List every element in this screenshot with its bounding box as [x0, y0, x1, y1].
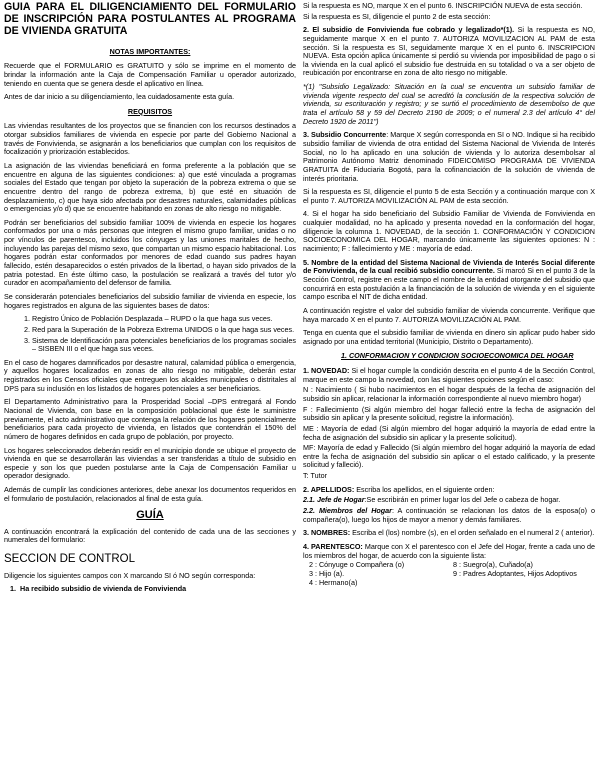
- seccion-control-heading: SECCION DE CONTROL: [4, 552, 135, 565]
- list-item: 2 : Cónyuge o Compañera (o): [309, 560, 405, 570]
- item-2-label: 2. El subsidio de Fonvivienda fue cobrado y legalizado*(1).: [303, 25, 515, 35]
- parentesco-text: Marque con X el parentesco con el Jefe del Hogar, frente a cada uno de los miembros del hogar, de acuerdo con la siguiente lista:: [303, 541, 595, 560]
- apellidos-paragraph: [303, 486, 595, 495]
- requisitos-paragraph-2: La asignación de las viviendas beneficiará en forma preferente a la población que se encuentre en alguna de las siguientes condiciones: a) que esté vinculada a programas sociales del Estado que tengan por objeto la superación de la pobreza extrema o que se encuentre dentro del rango de pobreza extrema, b) que esté en situación de desplazamiento, c) que haya sido afectada por desastres naturales, calamidades públicas o emergencias y/o d) que se encuentre habitando en zonas de alto riesgo no mitigable.: [4, 160, 296, 214]
- list-item: 3. Sistema de Identificación para potenciales beneficiarios de los programas sociales – SISBEN III o el que haga sus veces.: [32, 337, 296, 354]
- item-1-si-text: Si la respuesta es SI, diligencie el punto 2 de esta sección:: [303, 11, 491, 21]
- novedad-paragraph: [303, 367, 595, 384]
- item-2-note: *(1) "Subsidio Legalizado: Situación en la cual se encuentra un subsidio familiar de vivienda vigente respecto del cual se acreditó la conclusión de la respectiva solución de vivienda, su escrituración y registro; y se surtió el procedimiento de desembolso de que trata el artículo 58 y 59 del Decreto 2190 de 2009; o el numeral 2.3 del artículo 4° del Decreto 1920 de 2011"): [303, 82, 595, 126]
- nombres-label: 3. NOMBRES:: [303, 528, 351, 538]
- jefe-paragraph: [303, 496, 595, 505]
- list-item: 8 : Suegro(a), Cuñado(a): [453, 560, 533, 570]
- notas-paragraph-1: Recuerde que el FORMULARIO es GRATUITO y sólo se imprime en el momento de brindar la información ante la Caja de Compensación Familiar u operador autorizado, teniendo en cuenta que se genera desde el aplicativo en línea.: [4, 61, 296, 88]
- dinero-paragraph: Tenga en cuenta que el subsidio familiar de vivienda en dinero sin aplicar pudo haber sido asignado por una entidad territorial (Municipio, Distrito o Departamento).: [303, 328, 595, 346]
- item-2-text: Si la respuesta es NO, seguidamente marque X en el punto 7. AUTORIZA MOVILIZACION AL PAM de esta sección. Si la respuesta es SI, seguidamente marque X en el punto 6. INSCRIPCION NUEVA. Esta opción aplica únicamente si perdió su vivienda por imposibilidad de pago o si la vivienda en la cual aplicó el subsidio fue destruida en su totalidad o va a ser objeto de reubicación por encontrarse en zona de alto riesgo no mitigable.: [303, 25, 596, 78]
- parentesco-label: 4. PARENTESCO:: [303, 541, 363, 551]
- apellidos-text: Escriba los apellidos, en el siguiente orden:: [356, 484, 495, 494]
- item-3-paragraph-2: Si la respuesta es SI, diligencie el punto 5 de esta Sección y a continuación marque con X el punto 7. AUTORIZA MOVILIZACIÓN AL PAM de esta sección.: [303, 187, 595, 205]
- nombres-paragraph: [303, 529, 595, 538]
- item-3-text: : Marque X según corresponda en SI o NO. Indique si ha recibido subsidio familiar de vivienda de otra entidad del Sistema Nacional de Vivienda de Interés Social, no lo ha aplicado en una solución de vivienda y lo autoriza desembolsar al Patrimonio Autónomo Matriz denominado FIDEICOMISO PROGRAMA DE VIVIENDA GRATUITA de Fiduciaria Bogotá, para la cofinanciación de la solución de vivienda de interés prioritaria.: [303, 130, 595, 183]
- list-item: 3 : Hijo (a).: [309, 568, 345, 578]
- item-4-paragraph: 4. Si el hogar ha sido beneficiario del Subsidio Familiar de Vivienda de Fonvivienda en cualquier modalidad, no ha aplicado y presenta novedad en la conformación del hogar, diligencie la columna 1. NOVEDAD, de la sección 1. CONFORMACIÓN Y CONDICION SOCIOECONOMICA DEL HOGAR, marcando únicamente las siguientes opciones: N : nacimiento; F : fallecimiento y ME : mayoría de edad.: [303, 209, 595, 254]
- left-column: [4, 2, 296, 599]
- item-5-label: 5. Nombre de la entidad del Sistema Nacional de Vivienda de Interés Social diferente de Fonvivienda, de la cual recibió subsidio concurrente.: [303, 257, 595, 276]
- item-3-label: 3. Subsidio Concurrente: [303, 130, 387, 140]
- requisitos-paragraph-5: En el caso de hogares damnificados por desastre natural, calamidad pública o emergencia, y aquellos hogares localizados en zonas de alto riesgo no mitigable, deberán estar registrados en los Censos oficiales que entreguen los alcaldes municipales o distritales al DPS para su inclusión en los listados de hogares potenciales a ser beneficiarios.: [4, 357, 296, 393]
- miembros-text: : A continuación se relacionan los datos de la esposa(o) o compañera(o), luego los hijos de mayor a menor y demás familiares.: [303, 506, 595, 524]
- notas-heading: NOTAS IMPORTANTES:: [109, 46, 191, 56]
- bases-de-datos-list: [4, 315, 296, 354]
- notas-paragraph-2: Antes de dar inicio a su diligenciamiento, lea cuidadosamente esta guía.: [4, 92, 235, 102]
- list-item: 4 : Hermano(a): [309, 577, 358, 587]
- miembros-label: 2.2. Miembros del Hogar: [303, 506, 392, 516]
- requisitos-paragraph-1: Las viviendas resultantes de los proyectos que se financien con los recursos destinados a otorgar subsidios familiares de vivienda en especie por parte del Gobierno Nacional a través de Fonvivienda, se asignarán a los beneficiarios que cumplan con los requisitos de focalización y priorización establecidos.: [4, 121, 296, 157]
- novedad-me: ME : Mayoría de edad (Si algún miembro del hogar adquirió la mayoría de edad entre la fecha de asignación del subsidio sin aplicar y la presente solicitud).: [303, 423, 595, 442]
- requisitos-paragraph-3: Podrán ser beneficiarios del subsidio familiar 100% de vivienda en especie los hogares conformados por una o más personas que integren el mismo grupo familiar, unidas o no por vínculos de parentesco, incluidos los cónyuges y las uniones maritales de hecho, incluyendo las parejas del mismo sexo, que compartan un mismo espacio habitacional. Los hogares podrán estar conformados por menores de edad cuando sus padres hayan fallecido, estén desaparecidos o estén privados de la libertad, o hayan sido privados de la patria potestad. En éste último caso, la postulación se realizará a través del tutor y/o curador en acompañamiento del defensor de familia.: [4, 217, 296, 288]
- item-3-paragraph: [303, 131, 595, 183]
- seccion-control-paragraph: Diligencie los siguientes campos con X marcando SI ó NO según corresponda:: [4, 570, 256, 580]
- miembros-paragraph: [303, 507, 595, 524]
- novedad-f: F : Fallecimiento (Si algún miembro del hogar falleció entre la fecha de asignación del subsidio sin aplicar y la presente solicitud, registre la información).: [303, 404, 595, 423]
- requisitos-paragraph-7: Los hogares seleccionados deberán residir en el municipio donde se ubique el proyecto de vivienda en que se desarrollarán las viviendas a ser transferidas a título de subsidio en especie y son los que pueden postularse ante la Caja de Compensación Familiar u operador designado.: [4, 445, 296, 481]
- parentesco-paragraph: [303, 543, 595, 560]
- novedad-label: 1. NOVEDAD:: [303, 366, 350, 376]
- item-2-paragraph: [303, 26, 595, 78]
- jefe-text: :Se escribirán en primer lugar los del Jefe o cabeza de hogar.: [364, 495, 561, 505]
- two-column-layout: [4, 2, 595, 599]
- guia-heading: GUÍA: [136, 509, 164, 522]
- requisitos-paragraph-4: Se considerarán potenciales beneficiarios del subsidio familiar de vivienda en especie, los hogares registrados en alguna de las siguientes bases de datos:: [4, 291, 296, 310]
- item-5-text: Si marcó Si en el punto 3 de la Sección Control, registre en este campo el nombre de la entidad otorgante del subsidio que concurrirá en esta postulación a la financiación de la solución de vivienda y en el siguiente campo escriba el NIT de dicha entidad.: [303, 266, 596, 302]
- requisitos-heading: REQUISITOS: [127, 106, 173, 116]
- list-item: 2. Red para la Superación de la Pobreza Extrema UNIDOS o la que haga sus veces.: [32, 326, 296, 335]
- document-title: GUIA PARA EL DILIGENCIAMIENTO DEL FORMULARIO DE INSCRIPCIÓN PARA POSTULANTES AL PROGRAMA DE VIVIENDA GRATUITA: [4, 1, 296, 37]
- list-item: 1. Registro Único de Población Desplazada – RUPD o la que haga sus veces.: [32, 315, 296, 324]
- requisitos-paragraph-6: El Departamento Administrativo para la Prosperidad Social –DPS entregará al Fondo Nacional de Vivienda, con base en la composición poblacional que éste le suministre previamente, el acto administrativo que contenga la relación de los hogares potencialmente beneficiarios para cada proyecto de vivienda, en listados que contendrán el 150% del número de hogares definidos en cada grupo de población, por proyecto.: [4, 397, 296, 441]
- novedad-text: Si el hogar cumple la condición descrita en el punto 4 de la Sección Control, marque en este campo la novedad, con las siguientes opciones según el caso:: [303, 366, 596, 384]
- requisitos-paragraph-8: Además de cumplir las condiciones anteriores, debe anexar los documentos requeridos en el formulario de postulación, relacionados al final de esta guía.: [4, 485, 296, 503]
- apellidos-label: 2. APELLIDOS:: [303, 484, 355, 494]
- guia-paragraph: A continuación encontrará la explicación del contenido de cada una de las secciones y numerales del formulario:: [4, 526, 296, 545]
- item-1-no-text: Si la respuesta es NO, marque X en el punto 6. INSCRIPCIÓN NUEVA de esta sección.: [303, 1, 583, 10]
- item-1-label: 1. Ha recibido subsidio de vivienda de Fonvivienda: [10, 584, 187, 594]
- novedad-mf: MF: Mayoría de edad y Fallecido (Si algún miembro del hogar adquirió la mayoría de edad entre la fecha de asignación del subsidio sin aplicar o el estado calificado, y la presente solicitud y falleció).: [303, 443, 595, 470]
- item-5-paragraph: [303, 259, 595, 302]
- right-column: [303, 2, 595, 599]
- valor-paragraph: A continuación registre el valor del subsidio familiar de vivienda concurrente. Verifique que haya marcado X en el punto 7. AUTORIZA MOVILIZACIÓN AL PAM.: [303, 305, 595, 324]
- list-item: 9 : Padres Adoptantes, Hijos Adoptivos: [453, 568, 577, 578]
- parentesco-list: [303, 561, 595, 587]
- conformacion-heading: 1. CONFORMACION Y CONDICION SOCIOECONOMICA DEL HOGAR: [341, 351, 574, 361]
- list-item: [453, 579, 593, 588]
- nombres-text: Escriba el (los) nombre (s), en el orden señalado en el numeral 2 ( anterior).: [352, 528, 595, 538]
- novedad-t: T: Tutor: [303, 471, 327, 481]
- jefe-label: 2.1. Jefe de Hogar: [303, 495, 365, 505]
- novedad-n: N : Nacimiento ( Si hubo nacimientos en el hogar después de la fecha de asignación del subsidio sin aplicar, relacionar la información correspondiente al nuevo miembro hogar): [303, 385, 595, 403]
